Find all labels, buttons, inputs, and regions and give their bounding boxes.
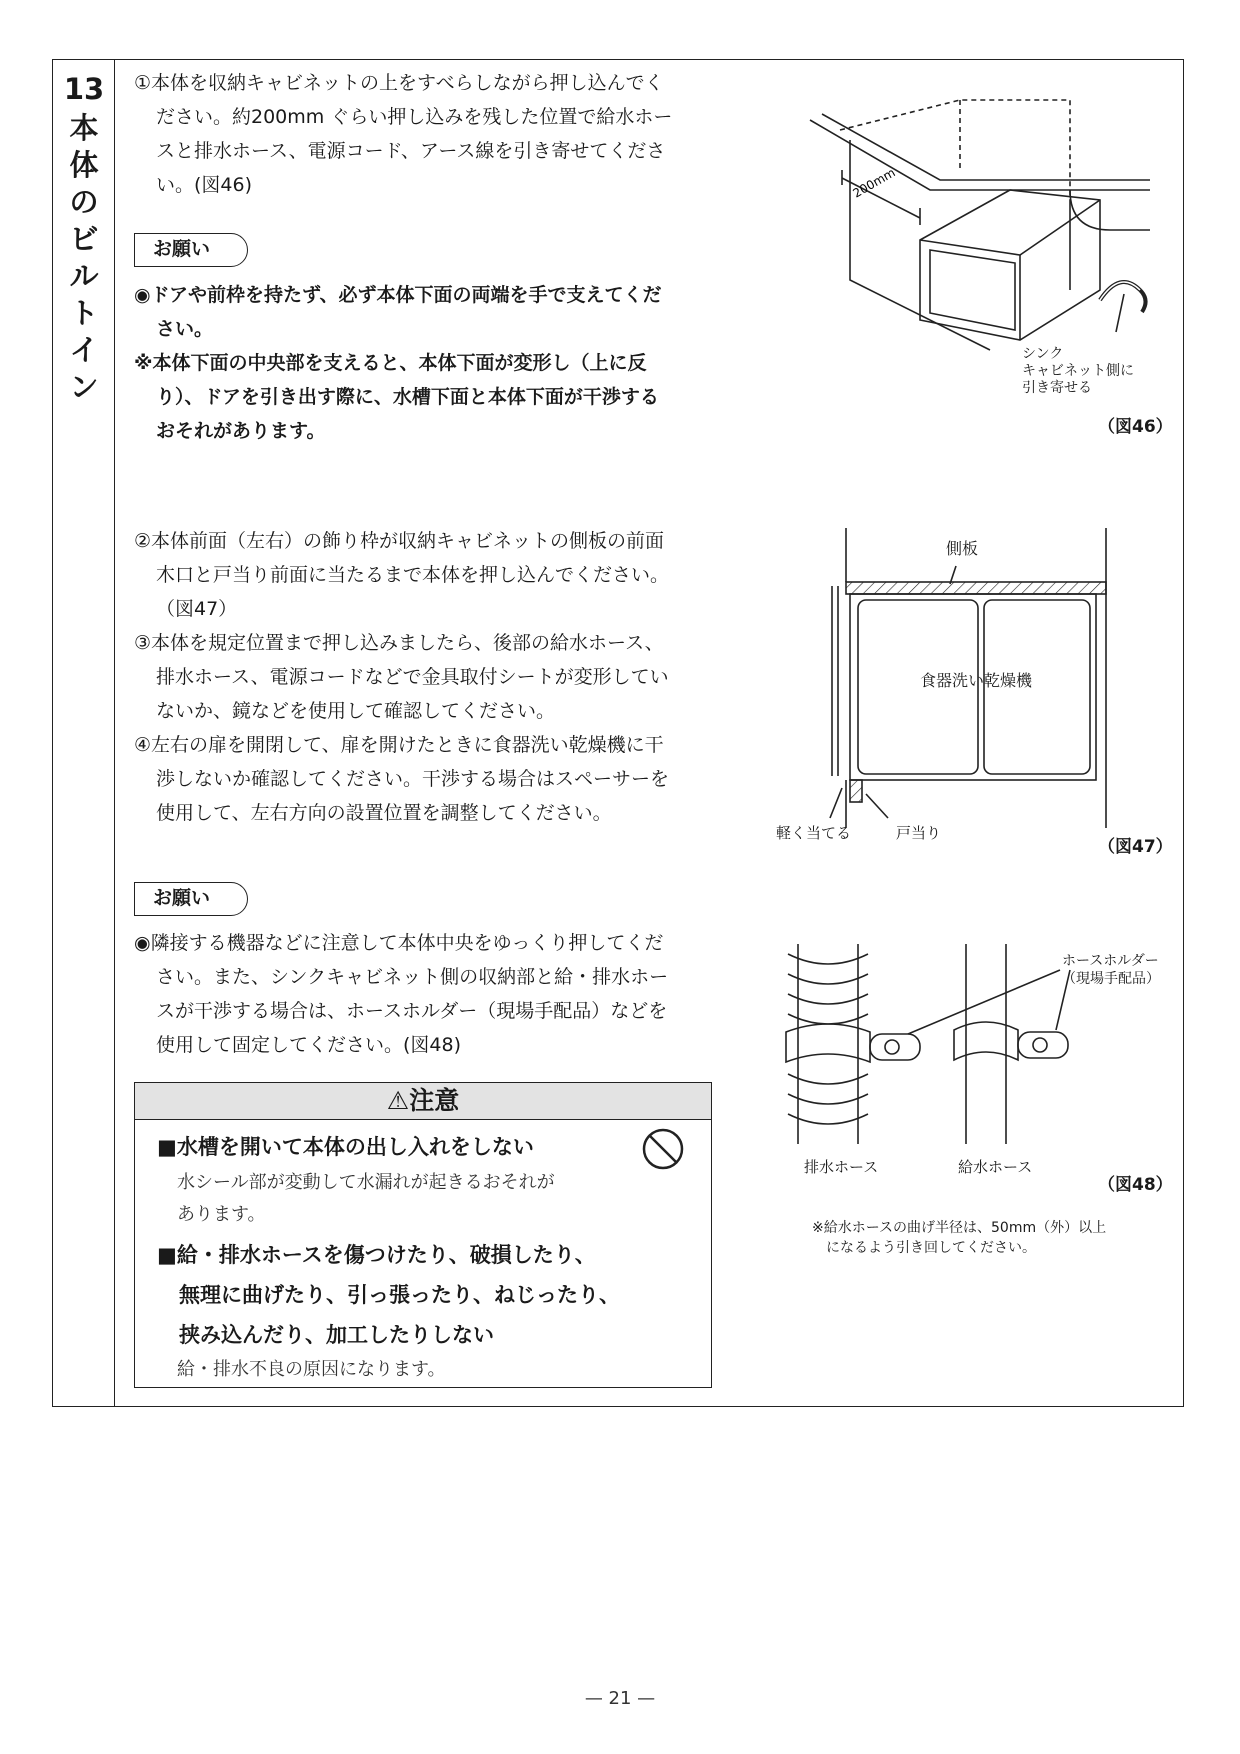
section-title-char: ビ bbox=[69, 222, 99, 256]
fig46-callout bbox=[1022, 346, 1134, 397]
caution-item2-title-line: 無理に曲げたり、引っ張ったり、ねじったり、 bbox=[179, 1283, 620, 1307]
step3-line: ないか、鏡などを使用して確認してください。 bbox=[156, 700, 556, 722]
onegai-label: お願い bbox=[134, 882, 248, 916]
fig47-light-touch: 軽く当てる bbox=[776, 824, 852, 842]
onegai-label: お願い bbox=[134, 233, 248, 267]
step4-line: ④左右の扉を開閉して、扉を開けたときに食器洗い乾燥機に干 bbox=[134, 734, 664, 756]
step1-line: い。(図46) bbox=[156, 174, 253, 196]
step1-text bbox=[134, 66, 672, 202]
step1-line: ださい。約200mm ぐらい押し込みを残した位置で給水ホー bbox=[156, 106, 673, 128]
fig47-unit-label: 食器洗い乾燥機 bbox=[920, 671, 1033, 690]
section-title-char: ン bbox=[69, 370, 99, 404]
onegai1-bullet-line: ◉ドアや前枠を持たず、必ず本体下面の両端を手で支えてくだ bbox=[134, 284, 662, 306]
onegai2-line: さい。また、シンクキャビネット側の収納部と給・排水ホー bbox=[156, 966, 669, 988]
onegai1-note-line: ※本体下面の中央部を支えると、本体下面が変形し（上に反 bbox=[134, 352, 647, 374]
step2-line: （図47） bbox=[156, 598, 238, 620]
caution-item2-title bbox=[157, 1235, 620, 1355]
onegai2-line: ◉隣接する機器などに注意して本体中央をゆっくり押してくだ bbox=[134, 932, 664, 954]
prohibition-icon bbox=[641, 1127, 685, 1171]
fig48-label: （図48） bbox=[1098, 1175, 1173, 1195]
fig47-side-panel: 側板 bbox=[946, 539, 979, 558]
fig48-supply-label: 給水ホース bbox=[958, 1158, 1033, 1176]
caution-item1-body-line: あります。 bbox=[177, 1204, 266, 1225]
onegai1-text bbox=[134, 278, 662, 448]
fig48-drain-label: 排水ホース bbox=[804, 1158, 879, 1176]
fig48-note-line: ※給水ホースの曲げ半径は、50mm（外）以上 bbox=[812, 1220, 1107, 1236]
page-number: — 21 — bbox=[584, 1688, 656, 1709]
section-title-char: ト bbox=[69, 296, 99, 330]
fig47-door-stop: 戸当り bbox=[896, 824, 942, 842]
section-title-char: の bbox=[69, 185, 99, 219]
fig46-callout-line: キャビネット側に bbox=[1022, 363, 1134, 379]
fig46-callout-line: 引き寄せる bbox=[1022, 380, 1092, 396]
caution-item1-body-line: 水シール部が変動して水漏れが起きるおそれが bbox=[177, 1172, 555, 1193]
section-title-char: イ bbox=[69, 333, 99, 367]
step3-line: 排水ホース、電源コードなどで金具取付シートが変形してい bbox=[156, 666, 669, 688]
caution-item2-body: 給・排水不良の原因になります。 bbox=[177, 1359, 446, 1380]
onegai2-text bbox=[134, 926, 668, 1062]
section-title-char: ル bbox=[69, 259, 99, 293]
onegai2-line: スが干渉する場合は、ホースホルダー（現場手配品）などを bbox=[156, 1000, 668, 1022]
section-sidebar bbox=[53, 60, 115, 1406]
fig48-note-line: になるよう引き回してください。 bbox=[826, 1240, 1036, 1256]
fig48-holder-label bbox=[1062, 952, 1160, 988]
section-title-char: 体 bbox=[69, 148, 99, 182]
step1-line: ①本体を収納キャビネットの上をすべらしながら押し込んでく bbox=[134, 72, 664, 94]
step2-line: 木口と戸当り前面に当たるまで本体を押し込んでください。 bbox=[156, 564, 670, 586]
onegai2-line: 使用して固定してください。(図48) bbox=[156, 1034, 462, 1056]
step4-line: 渉しないか確認してください。干渉する場合はスペーサーを bbox=[156, 768, 670, 790]
fig48-note bbox=[812, 1218, 1106, 1258]
step3-line: ③本体を規定位置まで押し込みましたら、後部の給水ホース、 bbox=[134, 632, 664, 654]
fig46-callout-line: シンク bbox=[1022, 346, 1064, 362]
section-title bbox=[53, 110, 115, 406]
fig48-holder-line: ホースホルダー bbox=[1062, 953, 1159, 969]
fig46-label: （図46） bbox=[1098, 417, 1173, 437]
fig47-top-view-diagram bbox=[770, 528, 1110, 858]
section-number: 13 bbox=[63, 72, 105, 106]
step2-line: ②本体前面（左右）の飾り枠が収納キャビネットの側板の前面 bbox=[134, 530, 665, 552]
onegai1-note-line: り）、ドアを引き出す際に、水槽下面と本体下面が干渉する bbox=[156, 386, 659, 408]
fig48-holder-line: （現場手配品） bbox=[1062, 971, 1160, 987]
fig46-dishwasher-illustration bbox=[770, 80, 1150, 380]
step1-line: スと排水ホース、電源コード、アース線を引き寄せてくださ bbox=[156, 140, 666, 162]
onegai1-bullet-line: さい。 bbox=[156, 318, 214, 340]
section-title-char: 本 bbox=[69, 111, 99, 145]
steps-2-4-text bbox=[134, 524, 669, 830]
caution-item2-title-line: ■給・排水ホースを傷つけたり、破損したり、 bbox=[157, 1243, 596, 1267]
caution-item1-body bbox=[177, 1167, 555, 1231]
caution-item2-title-line: 挟み込んだり、加工したりしない bbox=[179, 1323, 494, 1347]
step4-line: 使用して、左右方向の設置位置を調整してください。 bbox=[156, 802, 612, 824]
onegai1-note-line: おそれがあります。 bbox=[156, 420, 326, 442]
caution-title: ⚠注意 bbox=[135, 1083, 711, 1120]
caution-box bbox=[134, 1082, 712, 1388]
fig46-dimension: 200mm bbox=[850, 165, 898, 201]
caution-item1-title: ■水槽を開いて本体の出し入れをしない bbox=[157, 1135, 534, 1159]
fig47-label: （図47） bbox=[1098, 837, 1173, 857]
